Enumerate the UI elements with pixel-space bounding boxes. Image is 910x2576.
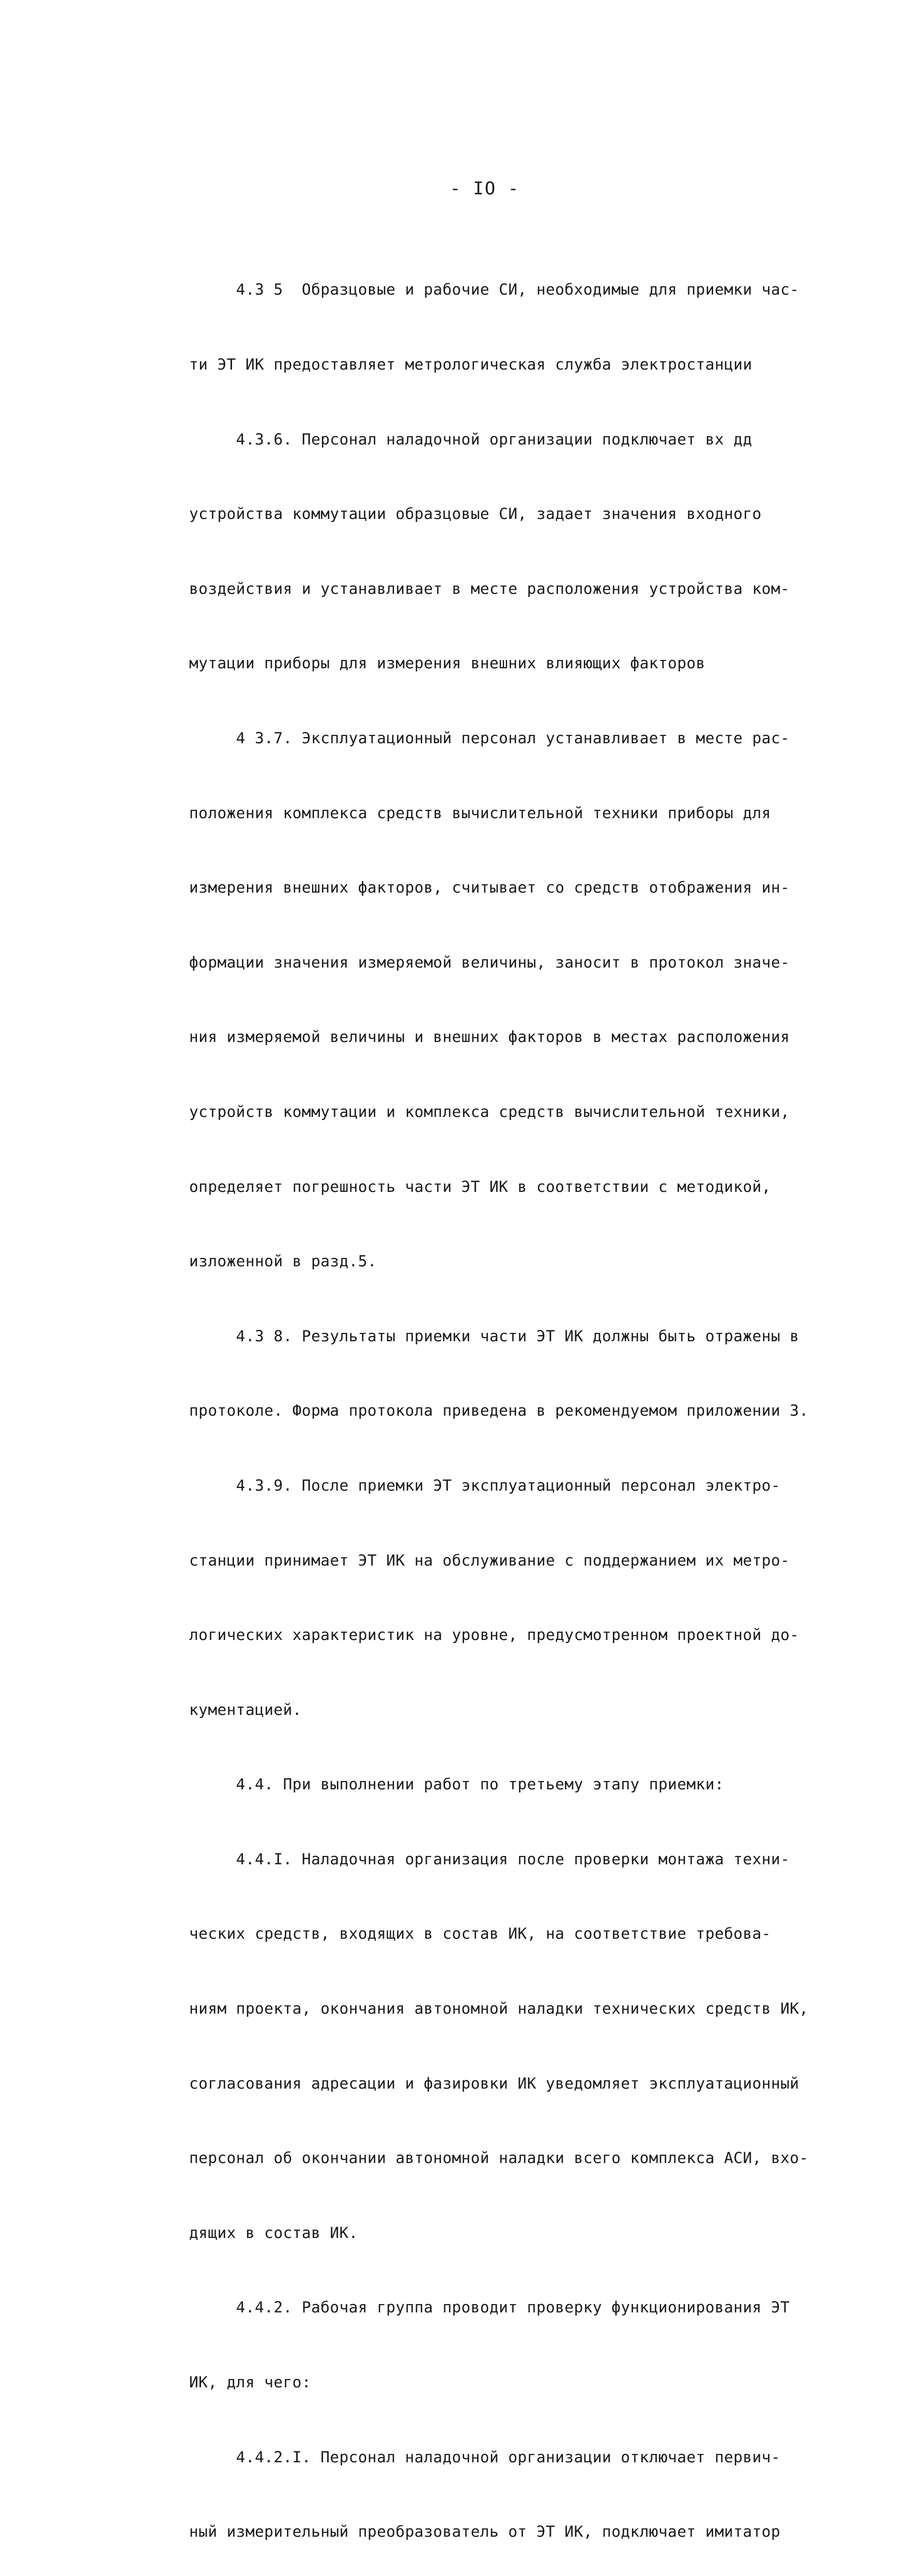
text-line: изложенной в разд.5. [189, 1252, 377, 1270]
text-line: формации значения измеряемой величины, заносит в протокол значе- [189, 953, 790, 971]
text-line: определяет погрешность части ЭТ ИК в соответствии с методикой, [189, 1177, 771, 1195]
text-line: 4.4.2. Рабочая группа проводит проверку функционирования ЭТ [189, 2298, 790, 2317]
text-line: ти ЭТ ИК предоставляет метрологическая служба электростанции [189, 356, 752, 373]
body-text [189, 227, 856, 2576]
text-line: 4.3.9. После приемки ЭТ эксплуатационный персонал электро- [189, 1476, 781, 1494]
text-line: кументацией. [189, 1700, 302, 1719]
text-line: ИК, для чего: [189, 2373, 312, 2391]
text-line: дящих в состав ИК. [189, 2224, 358, 2242]
text-line: станции принимает ЭТ ИК на обслуживание с поддержанием их метро- [189, 1551, 790, 1569]
text-line: ния измеряемой величины и внешних факторов в местах расположения [189, 1028, 790, 1046]
text-line: устройства коммутации образцовые СИ, задает значения входного [189, 505, 762, 523]
text-line: 4.3 5 Образцовые и рабочие СИ, необходимые для приемки час- [189, 281, 799, 299]
text-line: 4.3 8. Результаты приемки части ЭТ ИК должны быть отражены в [189, 1327, 799, 1345]
text-line: ный измерительный преобразователь от ЭТ ИК, подключает имитатор [189, 2523, 781, 2541]
text-line: устройств коммутации и комплекса средств вычислительной техники, [189, 1102, 790, 1121]
text-line: ческих средств, входящих в состав ИК, на соответствие требова- [189, 1925, 771, 1943]
text-line: 4.4.I. Наладочная организация после проверки монтажа техни- [189, 1850, 790, 1868]
page-number: - IO - [450, 178, 520, 199]
text-line: воздействия и устанавливает в месте расположения устройства ком- [189, 579, 790, 597]
text-line: 4.3.6. Персонал наладочной организации подключает вх дд [189, 430, 752, 448]
text-line: измерения внешних факторов, считывает со средств отображения ин- [189, 879, 790, 897]
text-line: согласования адресации и фазировки ИК уведомляет эксплуатационный [189, 2074, 799, 2092]
text-line: 4.4.2.I. Персонал наладочной организации отключает первич- [189, 2448, 781, 2466]
text-line: протоколе. Форма протокола приведена в рекомендуемом приложении 3. [189, 1402, 809, 1420]
text-line: положения комплекса средств вычислительной техники приборы для [189, 804, 771, 822]
text-line: логических характеристик на уровне, предусмотренном проектной до- [189, 1626, 799, 1644]
text-line: 4.4. При выполнении работ по третьему этапу приемки: [189, 1775, 724, 1793]
text-line: персонал об окончании автономной наладки всего комплекса АСИ, вхо- [189, 2149, 809, 2167]
text-line: 4 3.7. Эксплуатационный персонал устанавливает в месте рас- [189, 729, 790, 747]
text-line: мутации приборы для измерения внешних влияющих факторов [189, 654, 705, 672]
text-line: ниям проекта, окончания автономной наладки технических средств ИК, [189, 2000, 809, 2018]
